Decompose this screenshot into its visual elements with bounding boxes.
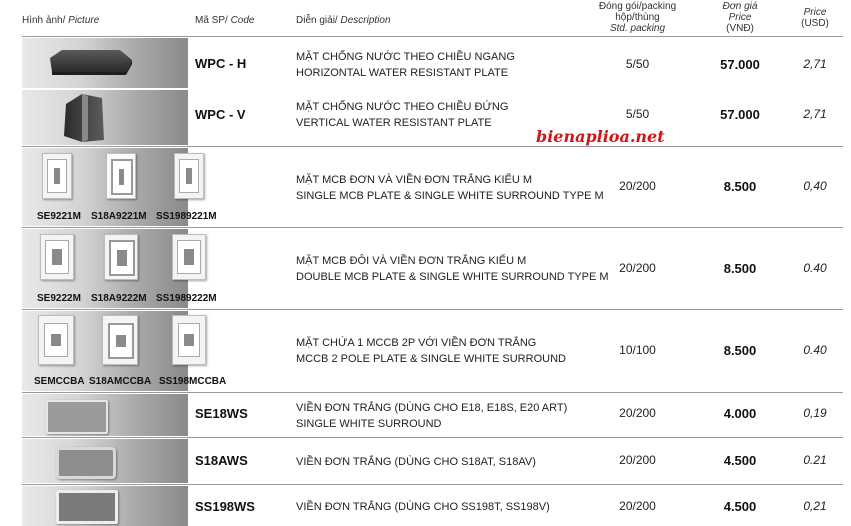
water-resistant-plate-horizontal-icon <box>22 38 188 88</box>
product-image-s18aws <box>22 439 188 483</box>
product-image-ss198ws <box>22 486 188 526</box>
packing-value: 20/200 <box>619 453 656 467</box>
product-code: S18AWS <box>195 453 248 468</box>
double-mcb-plate-icon <box>104 234 138 280</box>
packing-value: 20/200 <box>619 179 656 193</box>
surround-icon <box>46 400 108 434</box>
product-image-wpc-v <box>22 90 188 145</box>
product-description: VIỀN ĐƠN TRẮNG (DÙNG CHO SS198T, SS198V) <box>296 501 550 513</box>
price-usd: 0,19 <box>803 406 827 420</box>
price-vnd: 8.500 <box>723 343 757 358</box>
price-usd: 0,40 <box>803 179 827 193</box>
product-description: MẶT MCB ĐƠN VÀ VIỀN ĐƠN TRẮNG KIỂU M SINGLE MCB PLATE & SINGLE WHITE SURROUND TYPE M <box>296 174 604 202</box>
divider <box>22 437 843 438</box>
packing-value: 20/200 <box>619 261 656 275</box>
divider <box>22 36 843 37</box>
divider <box>22 484 843 485</box>
packing-value: 5/50 <box>625 107 650 121</box>
double-mcb-plate-icon <box>172 234 206 280</box>
price-usd: 0.40 <box>803 343 827 357</box>
single-mcb-plate-icon <box>174 153 204 199</box>
packing-value: 10/100 <box>619 343 656 357</box>
product-label: S18AMCCBA <box>89 376 152 387</box>
product-image-wpc-h <box>22 38 188 88</box>
price-vnd: 57.000 <box>720 107 760 122</box>
product-label: SE9222M <box>37 293 81 304</box>
surround-icon <box>56 490 118 524</box>
header-description: Diễn giải/ Description <box>296 15 391 26</box>
divider <box>22 146 843 147</box>
product-description: MẶT CHỨA 1 MCCB 2P VỚI VIỀN ĐƠN TRẮNG MCCB 2 POLE PLATE & SINGLE WHITE SURROUND <box>296 337 566 365</box>
packing-value: 5/50 <box>625 57 650 71</box>
price-vnd: 4.500 <box>723 499 757 514</box>
price-vnd: 57.000 <box>720 57 760 72</box>
product-description: MẶT MCB ĐÔI VÀ VIỀN ĐƠN TRẮNG KIỂU M DOUBLE MCB PLATE & SINGLE WHITE SURROUND TYPE M <box>296 255 609 283</box>
product-label: SS198MCCBA <box>159 376 227 387</box>
price-usd: 0,21 <box>803 499 827 513</box>
product-code: WPC - V <box>195 107 246 122</box>
watermark-text: bienaplioa.net <box>536 127 665 146</box>
divider <box>22 392 843 393</box>
price-usd: 0.40 <box>803 261 827 275</box>
packing-value: 20/200 <box>619 499 656 513</box>
price-vnd: 8.500 <box>723 261 757 276</box>
product-label: S18A9221M <box>91 211 147 222</box>
product-label: S18A9222M <box>91 293 147 304</box>
price-vnd: 4.000 <box>723 406 757 421</box>
divider <box>22 227 843 228</box>
header-code: Mã SP/ Code <box>195 15 255 26</box>
header-packing: Đóng gói/packing hộp/thùng Std. packing <box>598 1 677 34</box>
double-mcb-plate-icon <box>40 234 74 280</box>
mccb-plate-icon <box>102 315 138 365</box>
product-code: SS198WS <box>195 499 255 514</box>
product-label: SS1989221M <box>156 211 217 222</box>
price-vnd: 8.500 <box>723 179 757 194</box>
product-description: VIỀN ĐƠN TRẮNG (DÙNG CHO E18, E18S, E20 ART) SINGLE WHITE SURROUND <box>296 402 568 430</box>
mccb-plate-icon <box>38 315 74 365</box>
packing-value: 20/200 <box>619 406 656 420</box>
product-code: SE18WS <box>195 406 248 421</box>
price-usd: 2,71 <box>803 107 827 121</box>
product-description: MẶT CHỐNG NƯỚC THEO CHIỀU NGANG HORIZONTAL WATER RESISTANT PLATE <box>296 51 515 79</box>
surround-icon <box>56 447 116 479</box>
price-usd: 2,71 <box>803 57 827 71</box>
water-resistant-plate-vertical-icon <box>22 90 188 145</box>
product-image-se18ws <box>22 394 188 436</box>
single-mcb-plate-icon <box>42 153 72 199</box>
mccb-plate-icon <box>172 315 206 365</box>
price-vnd: 4.500 <box>723 453 757 468</box>
product-code: WPC - H <box>195 56 247 71</box>
header-price-vnd: Đơn giá Price (VNĐ) <box>722 1 758 34</box>
price-usd: 0.21 <box>803 453 827 467</box>
header-price-usd: Price (USD) <box>801 7 829 29</box>
product-description: VIỀN ĐƠN TRẮNG (DÙNG CHO S18AT, S18AV) <box>296 456 536 468</box>
product-description: MẶT CHỐNG NƯỚC THEO CHIỀU ĐỨNG VERTICAL WATER RESISTANT PLATE <box>296 101 509 129</box>
single-mcb-plate-icon <box>106 153 136 199</box>
divider <box>22 309 843 310</box>
product-label: SEMCCBA <box>34 376 85 387</box>
product-label: SS1989222M <box>156 293 217 304</box>
header-picture: Hình ảnh/ Picture <box>22 15 100 26</box>
product-label: SE9221M <box>37 211 81 222</box>
